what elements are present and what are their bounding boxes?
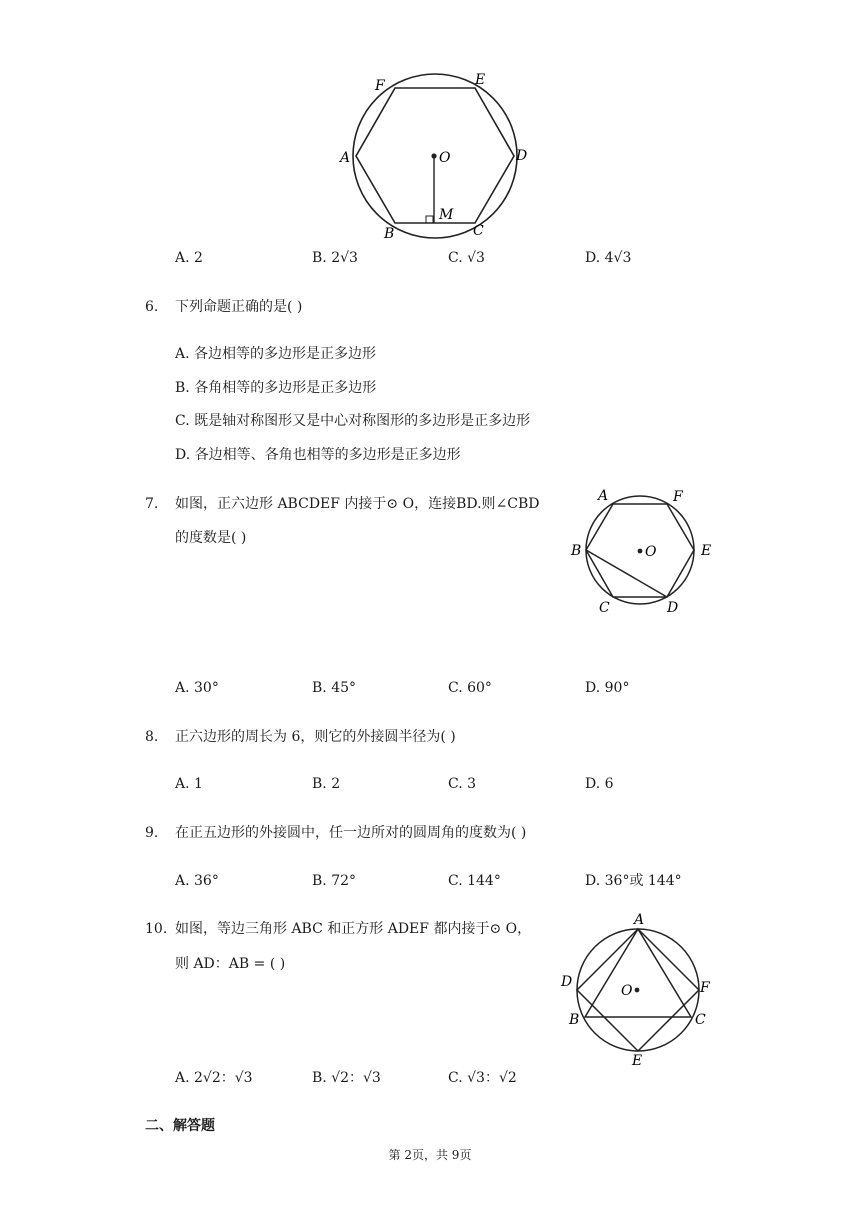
label-A: A [340, 150, 351, 166]
q7-stem-line2: 的度数是( ) [175, 530, 247, 546]
section-title: 二、解答题 [145, 1118, 215, 1134]
q10-stem-line2: 则 AD：AB = ( ) [175, 956, 286, 972]
q10-label-O: O [621, 983, 633, 999]
q10-stem-line1: 如图，等边三角形 ABC 和正方形 ADEF 都内接于⊙ O， [175, 921, 532, 937]
q7-label-O: O [645, 544, 657, 560]
hexagon-circle-figure-q5 [330, 62, 540, 242]
triangle-square-circle-figure-q10 [558, 910, 718, 1070]
q6-number: 6. [145, 299, 159, 315]
q7-label-B: B [571, 543, 582, 559]
q7-label-E: E [701, 543, 712, 559]
q7-option-c: C. 60° [448, 680, 492, 696]
q8-option-d: D. 6 [585, 776, 614, 792]
q10-number: 10. [145, 921, 168, 937]
label-M: M [439, 207, 454, 223]
q10-label-B: B [569, 1012, 580, 1028]
q8-number: 8. [145, 729, 159, 745]
q10-option-b: B. √2：√3 [312, 1070, 381, 1086]
q7-label-C: C [599, 600, 610, 616]
q7-stem-line1: 如图，正六边形 ABCDEF 内接于⊙ O，连接BD.则∠CBD [175, 496, 540, 512]
q10-label-D: D [561, 974, 573, 990]
q7-option-a: A. 30° [175, 680, 219, 696]
label-B: B [384, 226, 395, 242]
q10-option-a: A. 2√2：√3 [175, 1070, 253, 1086]
q8-option-b: B. 2 [312, 776, 341, 792]
q6-option-b: B. 各角相等的多边形是正多边形 [175, 380, 377, 396]
q7-option-d: D. 90° [585, 680, 630, 696]
q6-stem: 下列命题正确的是( ) [175, 299, 303, 315]
q9-stem: 在正五边形的外接圆中，任一边所对的圆周角的度数为( ) [175, 825, 527, 841]
q10-label-E: E [632, 1053, 643, 1069]
q10-label-C: C [695, 1012, 706, 1028]
label-C: C [473, 223, 484, 239]
label-O: O [439, 150, 451, 166]
q5-option-a: A. 2 [175, 250, 203, 266]
q7-label-D: D [667, 600, 679, 616]
q8-option-c: C. 3 [448, 776, 477, 792]
q9-number: 9. [145, 825, 159, 841]
q5-option-d: D. 4√3 [585, 250, 632, 266]
q7-label-F: F [673, 489, 683, 505]
q6-option-d: D. 各边相等、各角也相等的多边形是正多边形 [175, 447, 461, 463]
q7-label-A: A [598, 488, 609, 504]
label-F: F [375, 78, 385, 94]
q9-option-c: C. 144° [448, 873, 501, 889]
q10-label-A: A [634, 912, 645, 928]
page-footer: 第 2页，共 9页 [388, 1148, 472, 1162]
q6-option-c: C. 既是轴对称图形又是中心对称图形的多边形是正多边形 [175, 413, 531, 429]
label-D: D [516, 148, 528, 164]
q8-stem: 正六边形的周长为 6，则它的外接圆半径为( ) [175, 729, 456, 745]
q5-option-b: B. 2√3 [312, 250, 358, 266]
q10-option-c: C. √3：√2 [448, 1070, 517, 1086]
q9-option-b: B. 72° [312, 873, 357, 889]
q10-label-F: F [700, 980, 710, 996]
hexagon-circle-figure-q7 [565, 485, 725, 620]
q8-option-a: A. 1 [175, 776, 203, 792]
q9-option-a: A. 36° [175, 873, 219, 889]
q5-option-c: C. √3 [448, 250, 485, 266]
q7-number: 7. [145, 496, 159, 512]
label-E: E [475, 72, 486, 88]
q6-option-a: A. 各边相等的多边形是正多边形 [175, 346, 377, 362]
q9-option-d: D. 36°或 144° [585, 873, 682, 889]
q7-option-b: B. 45° [312, 680, 357, 696]
